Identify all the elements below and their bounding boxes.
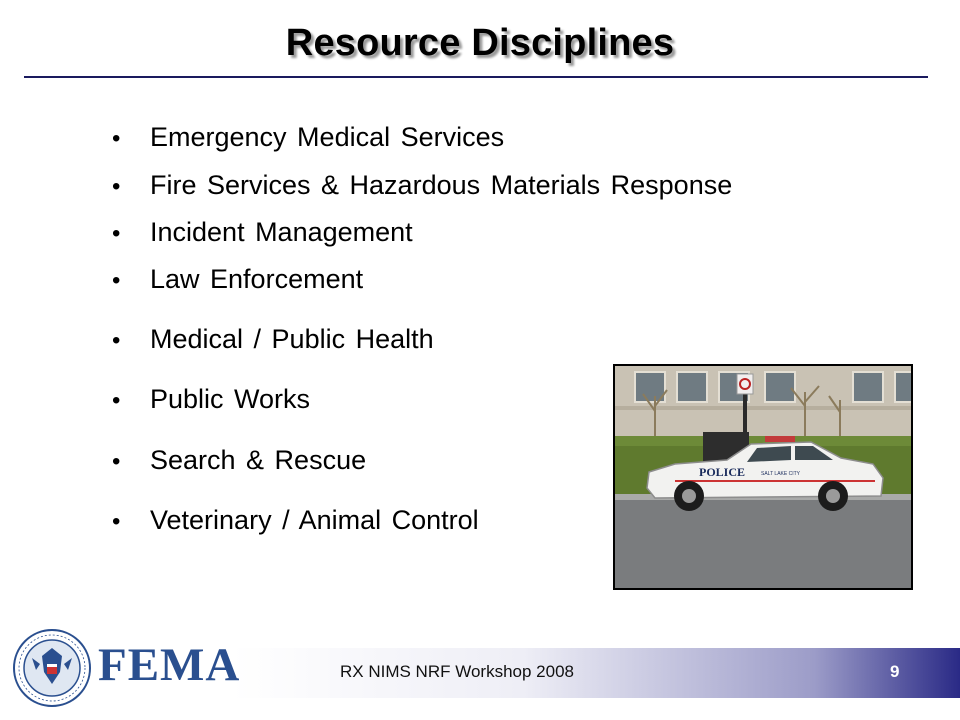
slide-title: Resource Disciplines [285,22,675,64]
dhs-seal-icon [12,628,92,708]
bullet-item [112,445,366,476]
bullet-item [112,324,434,355]
bullet-text: Veterinary / Animal Control [150,505,479,535]
bullet-text: Medical / Public Health [150,324,434,354]
bullet-glyph: • [112,508,121,535]
bullet-glyph: • [112,327,121,354]
bullet-glyph: • [112,267,121,294]
bullet-item [112,217,413,248]
bullet-text: Fire Services & Hazardous Materials Response [150,170,733,200]
bullet-glyph: • [112,125,121,152]
bullet-text: Emergency Medical Services [150,122,505,152]
bullet-text: Search & Rescue [150,445,367,475]
bullet-text: Public Works [150,384,311,414]
title-divider [24,76,928,78]
bullet-text: Law Enforcement [150,264,364,294]
bullet-item [112,384,310,415]
police-car-photo [613,364,913,590]
police-car-illustration [615,366,911,588]
car-door-text: POLICE [699,465,746,479]
bullet-glyph: • [112,173,121,200]
bullet-item [112,170,732,201]
page-number: 9 [890,662,900,681]
bullet-item [112,505,479,536]
footer-workshop-label: RX NIMS NRF Workshop 2008 [340,662,574,681]
bullet-item [112,264,363,295]
bullet-glyph: • [112,220,121,247]
fema-logo-text: FEMA [98,639,241,691]
bullet-glyph: • [112,387,121,414]
bullet-item [112,122,504,153]
car-city-text: SALT LAKE CITY [761,471,800,477]
bullet-glyph: • [112,448,121,475]
bullet-text: Incident Management [150,217,413,247]
